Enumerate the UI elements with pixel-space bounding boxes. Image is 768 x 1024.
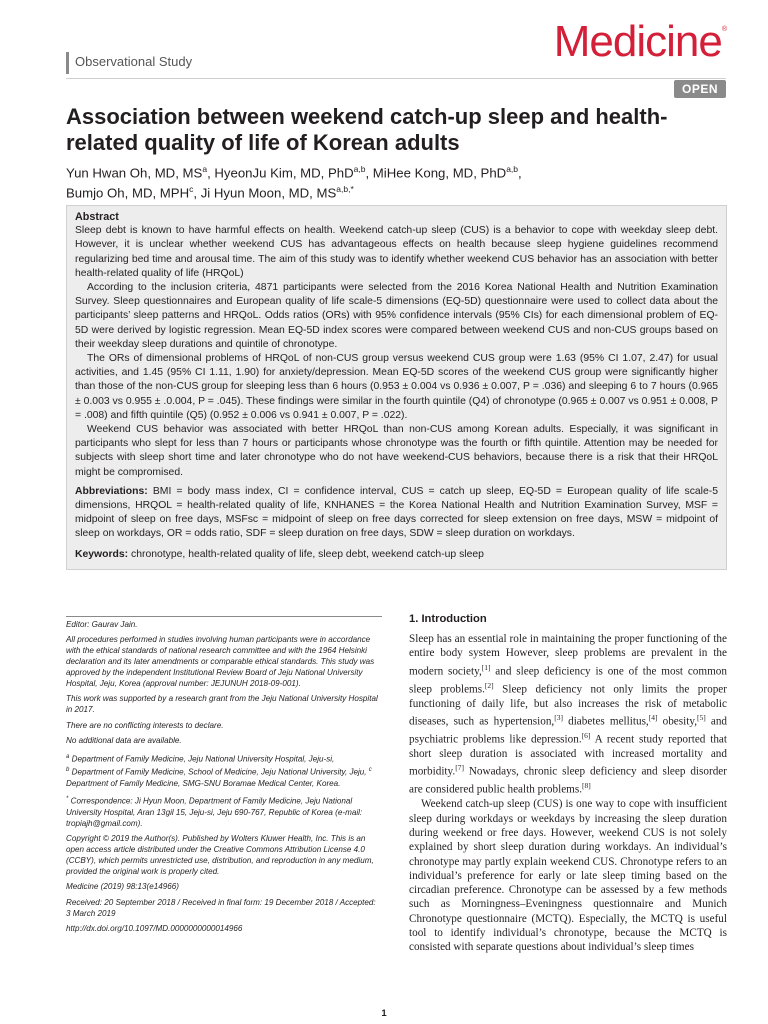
editor-note: Editor: Gaurav Jain. [66, 620, 138, 629]
author-name: Bumjo Oh, MD, MPH [66, 185, 190, 201]
abstract-paragraph: According to the inclusion criteria, 4871 participants were selected from the 2016 Korea National Health and Nutrition Examination Survey. Sleep questionnaires and European quality of life scale-5 dimensions (EQ-5D) questionnaire were used to collect data about the participants’ sleep patterns and HRQoL. Odds ratios (ORs) with 95% confidence intervals (95% CIs) for each dimensional problem of EQ-5D were derived by logistic regression. Mean EQ-5D index scores were compared between weekend CUS and non-CUS groups based on their weekday sleep durations and quintile of chronotype. [75, 282, 718, 350]
abbreviations-text: BMI = body mass index, CI = confidence interval, CUS = catch up sleep, EQ-5D = European quality of life scale-5 dimensions, HRQOL = health-related quality of life, KNHANES = the Korea National Health and Nutrition Examination Survey, MSF = midpoint of sleep on free days, MSFsc = midpoint of sleep on free days corrected for sleep extension on free days, MSW = midpoint of sleep on workdays, OR = odds ratio, SDF = sleep duration on free days, SDW = sleep duration on workdays. [75, 485, 719, 540]
text-run: and sleep deficiency is one of the most common sleep problems. [409, 665, 727, 696]
section-type-label: Observational Study [75, 54, 193, 69]
citation-ref[interactable]: [3] [554, 712, 563, 722]
introduction-body [409, 632, 727, 955]
correspondence: * Correspondence: Ji Hyun Moon, Department of Family Medicine, Jeju National University Hospital, Aran 13gil 15, Jeju-si, Jeju 690-767, Republic of Korea (e-mail: tropiajh@gmail.com). [66, 796, 363, 828]
author-affiliation: a [202, 164, 208, 174]
citation-ref[interactable]: [8] [582, 781, 591, 791]
author-affiliation: c [189, 184, 194, 195]
article-title: Association between weekend catch-up sleep and health-related quality of life of Korean adults [66, 104, 668, 155]
text-run: Nowadays, chronic sleep deficiency and sleep disorder are considered public health problems. [409, 766, 727, 797]
conflict-statement: There are no conflicting interests to declare. [66, 720, 224, 730]
article-footnotes [66, 616, 382, 939]
citation: Medicine (2019) 98:13(e14966) [66, 882, 179, 892]
citation-ref[interactable]: [5] [697, 712, 706, 722]
page-number: 1 [381, 1008, 387, 1019]
citation-ref[interactable]: [6] [581, 730, 591, 740]
author-affiliation: a,b [506, 164, 519, 174]
section-type-marker [66, 52, 69, 74]
abbreviations-label: Abbreviations: [75, 485, 148, 497]
author-name: MiHee Kong, MD, PhD [372, 165, 507, 181]
journal-logo [553, 17, 726, 66]
introduction-heading: 1. Introduction [409, 613, 487, 625]
abstract-paragraph: The ORs of dimensional problems of HRQoL of non-CUS group versus weekend CUS group were 1.63 (95% CI 1.07, 2.47) for usual activities, and 1.45 (95% CI 1.11, 1.90) for anxiety/depression. Mean EQ-5D scores of the weekend CUS group were significantly higher than those of the non-CUS group for sleeping less than 6 hours (0.953 ± 0.004 vs 0.936 ± 0.007, P = .036) and sleeping 6 to 7 hours (0.965 ± 0.003 vs 0.955 ± .0.004, P = .045). These findings were similar in the fourth quintile (Q4) of chronotype (0.965 ± 0.007 vs 0.951 ± 0.008, P = .008) and fifth quintile (Q5) (0.952 ± 0.006 vs 0.941 ± 0.007, P = .022). [75, 353, 718, 421]
header-divider [66, 78, 726, 79]
author-name: Yun Hwan Oh, MD, MS [66, 165, 203, 181]
text-run: obesity, [657, 715, 697, 728]
author-name: Ji Hyun Moon, MD, MS [200, 185, 337, 201]
citation-ref[interactable]: [4] [648, 712, 658, 722]
keywords [75, 548, 718, 562]
keywords-label: Keywords: [75, 548, 129, 560]
author-name: HyeonJu Kim, MD, PhD [214, 165, 354, 181]
text-run: and psychiatric problems like depression. [409, 715, 728, 746]
introduction-paragraph [409, 632, 727, 797]
keywords-text: chronotype, health-related quality of life, sleep debt, weekend catch-up sleep [131, 548, 484, 560]
journal-name: Medicine [553, 17, 722, 66]
affiliations: $^a$ Department of Family Medicine, Jeju National University Hospital, Jeju-si, $^b$ Department of Family Medicine, School of Medicine, Jeju National University, Jeju, $^c$ Department of Family Medicine, SMG-SNU Boramae Medical Center, Korea. [66, 753, 372, 788]
author-affiliation: a,b,* [336, 184, 354, 195]
author-list: Yun Hwan Oh, MD, $MS^a$, HyeonJu Kim, MD, PhD$^{a,b}$, MiHee Kong, MD, PhD$^{a,b}$, Bumjo Oh, MD, MPH$^c$, Ji Hyun Moon, MD, $MS^{a,b,*}$ [66, 164, 522, 201]
funding-statement: This work was supported by a research grant from the Jeju National University Hospital in 2017. [66, 694, 378, 715]
text-run: diabetes mellitus, [562, 715, 649, 728]
abstract-paragraph: Weekend CUS behavior was associated with better HRQoL than non-CUS among Korean adults. Especially, it was significant in participants who slept for less than 7 hours or participants whose chronotype was the fourth or fifth quintile. Attention may be needed for subjects with sleep short time and later chronotype who do not have weekend-CUS behaviors, because there is a risk that their HRQoL might be compromised. [75, 424, 718, 478]
citation-ref[interactable]: [7] [455, 763, 464, 773]
abstract-paragraph: Sleep debt is known to have harmful effects on health. Weekend catch-up sleep (CUS) is a behavior to cope with weekday sleep debt. However, it is unclear whether weekend CUS has advantageous effects on health because sleep hygiene guidelines recommend regularizing bed time and arousal time. The aim of this study was to identify whether weekend CUS behavior has an association with better health-related quality of life (HRQoL) [75, 225, 718, 279]
abbreviations [75, 485, 718, 542]
abstract-box [66, 205, 727, 570]
copyright-notice: Copyright © 2019 the Author(s). Published by Wolters Kluwer Health, Inc. This is an open access article distributed under the Creative Commons Attribution License 4.0 (CCBY), which permits unrestricted use, distribution, and reproduction in any medium, provided the original work is properly cited. [66, 834, 374, 876]
data-availability: No additional data are available. [66, 736, 182, 746]
ethics-statement: All procedures performed in studies involving human participants were in accordance with the ethical standards of national research committee and with the 1964 Helsinki declaration and its later amendments or comparable ethical standards. This study was approved by the independent Institutional Review Board of Jeju National University Hospital, Jeju, Korea (approval number: JEJUNUH 2018-09-001). [66, 635, 375, 689]
received-dates: Received: 20 September 2018 / Received in final form: 19 December 2018 / Accepted: 3 March 2019 [66, 897, 376, 918]
abstract-heading: Abstract [75, 211, 119, 223]
registered-mark: ® [721, 26, 726, 33]
text-run: Sleep has an essential role in maintaining the proper functioning of the entire body system However, sleep problems are prevalent in the modern society, [409, 633, 727, 678]
citation-ref[interactable]: [2] [484, 680, 494, 690]
author-affiliation: a,b [353, 164, 366, 174]
text-run: Sleep deficiency not only limits the proper functioning of daily life, but also increases the risk of metabolic diseases, such as hypertension, [409, 683, 727, 728]
citation-ref[interactable]: [1] [481, 662, 491, 672]
introduction-paragraph: Weekend catch-up sleep (CUS) is one way to cope with insufficient sleep during workdays or weekdays by increasing the sleep duration during weekend or free days. However, weekend CUS is not solely explained by short sleep duration during workdays. An individual’s chronotype may partly explain weekend CUS. Chronotype refers to an individual’s preference for early or late sleep timing based on the circadian preference. Chronotype can be assessed by a few methods such as Morningness–Eveningness questionnaire and Munich Chronotype questionnaire (MCTQ). Especially, the MCTQ is useful tool to identify individual’s chronotype, because the MCTQ is consisted with separate questions about individual’s sleep times [409, 798, 727, 954]
text-run: A recent study reported that short sleep duration is associated with increased mortality and morbidity. [409, 733, 727, 779]
doi-link[interactable]: http://dx.doi.org/10.1097/MD.0000000000014966 [66, 923, 243, 933]
open-access-badge: OPEN [674, 80, 726, 98]
